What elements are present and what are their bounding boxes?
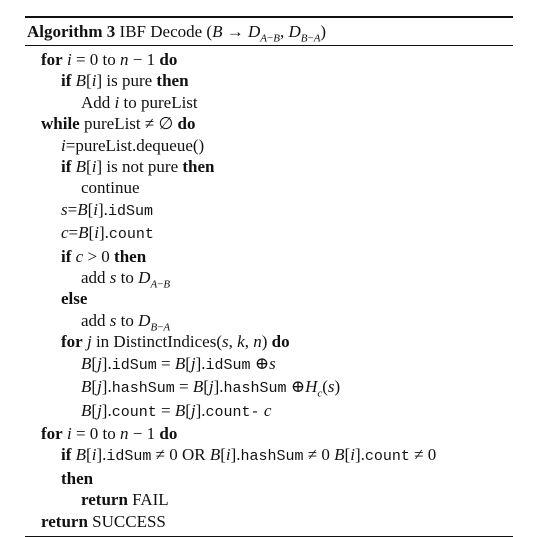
algorithm-line: add s to $D_{A-B}$ (81, 268, 171, 291)
algorithm-line: s=B[i].idSum (61, 199, 153, 220)
algorithm-line: Add i to pureList (81, 92, 198, 112)
algorithm-line: for i = 0 to n − 1 do (41, 423, 178, 443)
caption-signature: ($B \to D_{A-B}$, $D_{B-A}$) (206, 22, 327, 45)
algorithm-line: else (61, 289, 88, 309)
algorithm-line: return FAIL (81, 490, 169, 510)
algorithm-line: for i = 0 to n − 1 do (41, 50, 178, 69)
algorithm-line: add s to $D_{B-A}$ (81, 310, 171, 334)
algorithm-line: for j in DistinctIndices(s, k, n) do (61, 332, 290, 352)
caption-title: IBF Decode (119, 22, 203, 41)
algorithm-line: c=B[i].count (61, 223, 154, 244)
algorithm-line: B[j].idSum = B[j].idSum ⊕s (81, 353, 276, 374)
algorithm-line: if B[i] is pure then (61, 71, 189, 91)
algorithm-line: i=pureList.dequeue() (61, 135, 205, 155)
algorithm-box (25, 16, 513, 537)
algorithm-body (25, 46, 513, 532)
algorithm-line: while pureList ≠ ∅ do (41, 114, 196, 134)
algorithm-line: B[j].hashSum = B[j].hashSum $\oplus H_c(s)$ (81, 377, 341, 400)
algorithm-line: if B[i].idSum ≠ 0 OR B[i].hashSum ≠ 0 B[i].count ≠ 0 (61, 445, 437, 466)
algorithm-line: if B[i] is not pure then (61, 157, 215, 177)
algorithm-line: then (61, 468, 94, 488)
algorithm-caption (25, 18, 513, 45)
algorithm-line: return SUCCESS (41, 511, 166, 531)
algorithm-line: continue (81, 178, 140, 198)
algorithm-line: if c > 0 then (61, 246, 147, 266)
algorithm-line: B[j].count = B[j].count- c (81, 400, 272, 421)
caption-label: Algorithm 3 (27, 22, 116, 41)
